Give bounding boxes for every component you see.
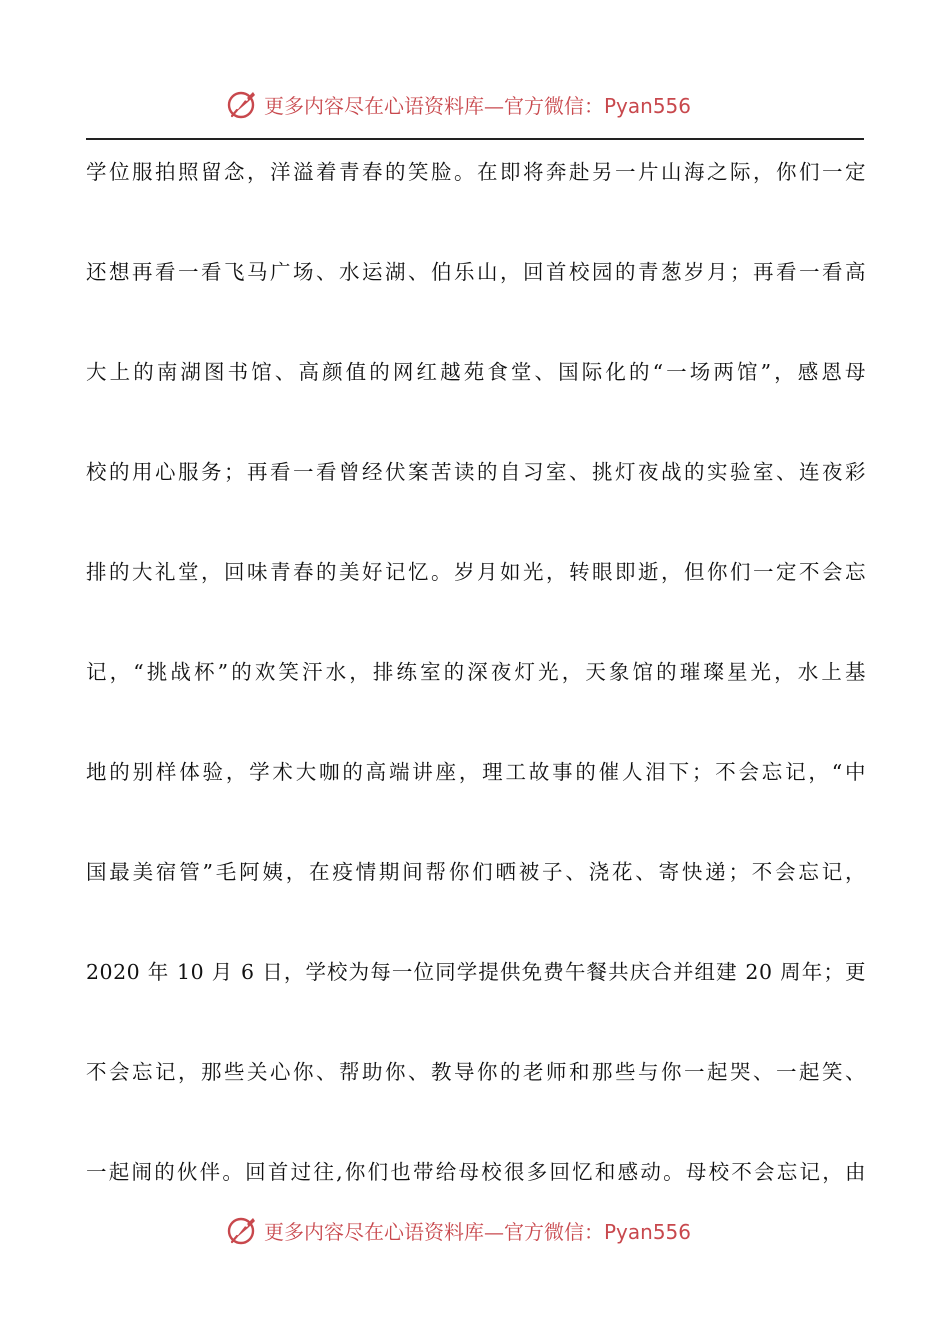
footer-banner-main: 更多内容尽在心语资料库—官方微信： bbox=[264, 1219, 604, 1244]
page-header bbox=[0, 80, 950, 128]
pen-nib-logo-icon bbox=[226, 87, 260, 121]
header-divider bbox=[86, 138, 864, 140]
header-wechat-id: Pyan556 bbox=[604, 93, 692, 118]
text-line: 2020 年 10 月 6 日，学校为每一位同学提供免费午餐共庆合并组建 20 周年；更 bbox=[86, 960, 866, 984]
header-banner-text bbox=[264, 90, 691, 119]
pen-nib-logo-icon bbox=[226, 1213, 260, 1247]
page-footer bbox=[0, 1206, 950, 1254]
text-line: 不会忘记，那些关心你、帮助你、教导你的老师和那些与你一起哭、一起笑、 bbox=[86, 1060, 866, 1084]
text-line: 国最美宿管”毛阿姨，在疫情期间帮你们晒被子、浇花、寄快递；不会忘记， bbox=[86, 860, 866, 884]
text-line: 大上的南湖图书馆、高颜值的网红越苑食堂、国际化的“一场两馆”，感恩母 bbox=[86, 360, 866, 384]
document-body bbox=[86, 152, 866, 1252]
text-line: 学位服拍照留念，洋溢着青春的笑脸。在即将奔赴另一片山海之际，你们一定 bbox=[86, 160, 866, 184]
text-line: 地的别样体验，学术大咖的高端讲座，理工故事的催人泪下；不会忘记，“中 bbox=[86, 760, 866, 784]
footer-banner bbox=[226, 1212, 691, 1248]
text-line: 校的用心服务；再看一看曾经伏案苦读的自习室、挑灯夜战的实验室、连夜彩 bbox=[86, 460, 866, 484]
text-line: 一起闹的伙伴。回首过往,你们也带给母校很多回忆和感动。母校不会忘记，由 bbox=[86, 1160, 866, 1184]
header-banner-main: 更多内容尽在心语资料库—官方微信： bbox=[264, 93, 604, 118]
header-banner bbox=[226, 86, 691, 122]
text-line: 记，“挑战杯”的欢笑汗水，排练室的深夜灯光，天象馆的璀璨星光，水上基 bbox=[86, 660, 866, 684]
text-line: 排的大礼堂，回味青春的美好记忆。岁月如光，转眼即逝，但你们一定不会忘 bbox=[86, 560, 866, 584]
text-line: 还想再看一看飞马广场、水运湖、伯乐山，回首校园的青葱岁月；再看一看高 bbox=[86, 260, 866, 284]
footer-wechat-id: Pyan556 bbox=[604, 1219, 692, 1244]
footer-banner-text bbox=[264, 1216, 691, 1245]
